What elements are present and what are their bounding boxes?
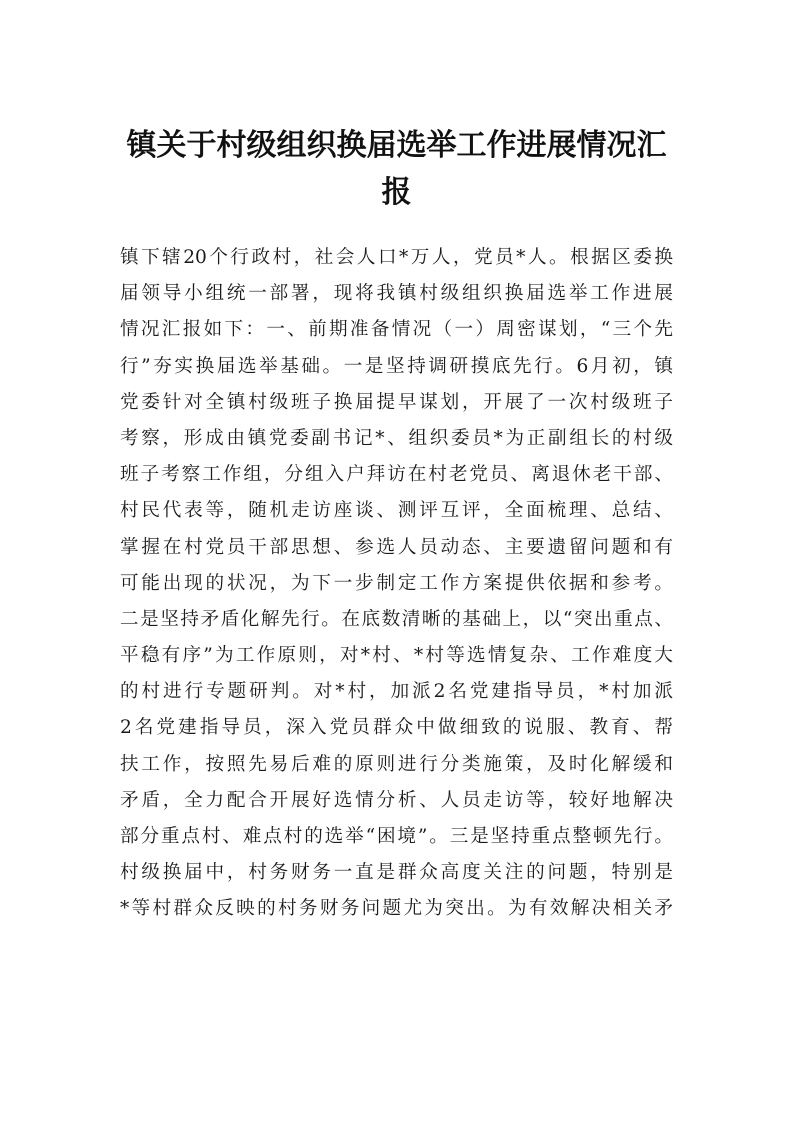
- document-title: [120, 122, 673, 216]
- body-line: 考察，形成由镇党委副书记*、组织委员*为正副组长的村级: [120, 427, 673, 449]
- body-line: 党委针对全镇村级班子换届提早谋划，开展了一次村级班子: [120, 391, 673, 413]
- body-line: 二是坚持矛盾化解先行。在底数清晰的基础上，以“突出重点、: [120, 608, 673, 630]
- title-line: 报: [381, 175, 412, 210]
- body-line: 村级换届中，村务财务一直是群众高度关注的问题，特别是: [120, 862, 673, 884]
- body-line: *等村群众反映的村务财务问题尤为突出。为有效解决相关矛: [120, 898, 673, 920]
- body-line: 掌握在村党员干部思想、参选人员动态、主要遗留问题和有: [120, 536, 673, 558]
- body-line: 情况汇报如下：一、前期准备情况（一）周密谋划，“三个先: [120, 319, 673, 341]
- body-line: 届领导小组统一部署，现将我镇村级组织换届选举工作进展: [120, 283, 673, 305]
- body-line: 的村进行专题研判。对*村，加派2名党建指导员，*村加派: [120, 681, 673, 703]
- title-line: 镇关于村级组织换届选举工作进展情况汇: [126, 128, 667, 163]
- body-line: 镇下辖20个行政村，社会人口*万人，党员*人。根据区委换: [120, 247, 673, 268]
- document-body: [120, 240, 673, 928]
- body-line: 班子考察工作组，分组入户拜访在村老党员、离退休老干部、: [120, 464, 673, 486]
- body-line: 村民代表等，随机走访座谈、测评互评，全面梳理、总结、: [120, 500, 673, 522]
- body-line: 行”夯实换届选举基础。一是坚持调研摸底先行。6月初，镇: [120, 355, 673, 377]
- body-line: 平稳有序”为工作原则，对*村、*村等选情复杂、工作难度大: [120, 645, 673, 667]
- body-line: 扶工作，按照先易后难的原则进行分类施策，及时化解缓和: [120, 753, 673, 775]
- body-line: 部分重点村、难点村的选举“困境”。三是坚持重点整顿先行。: [120, 826, 673, 847]
- body-line: 可能出现的状况，为下一步制定工作方案提供依据和参考。: [120, 572, 673, 594]
- body-line: 2名党建指导员，深入党员群众中做细致的说服、教育、帮: [120, 717, 673, 739]
- body-line: 矛盾，全力配合开展好选情分析、人员走访等，较好地解决: [120, 789, 673, 811]
